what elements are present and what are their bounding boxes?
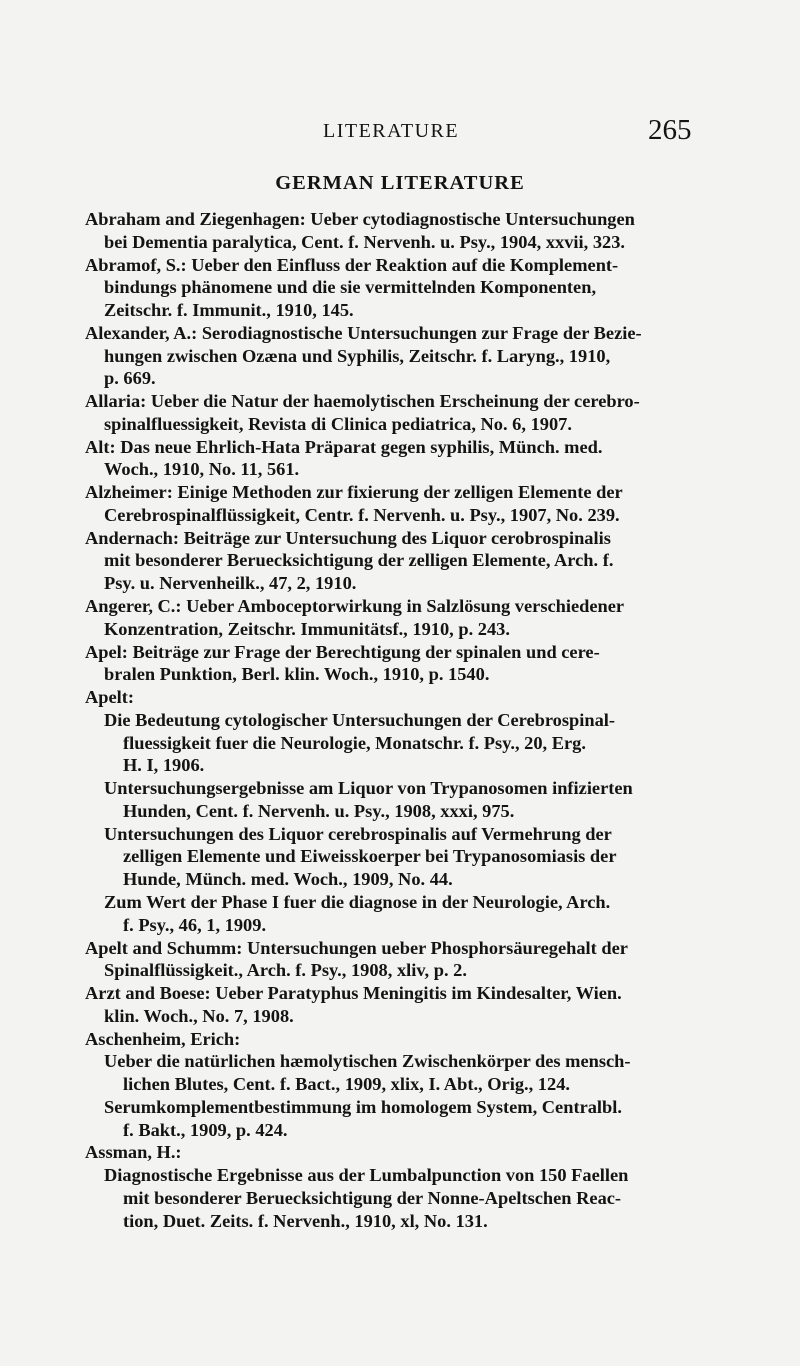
bibliography-continuation-line: zelligen Elemente und Eiweisskoerper bei Trypanosomiasis der	[123, 846, 617, 867]
bibliography-list	[85, 208, 725, 1232]
bibliography-continuation-line: Zum Wert der Phase I fuer die diagnose in der Neurologie, Arch.	[104, 891, 611, 912]
bibliography-continuation-line: klin. Woch., No. 7, 1908.	[104, 1005, 294, 1026]
bibliography-continuation-line: Spinalflüssigkeit., Arch. f. Psy., 1908, xliv, p. 2.	[104, 960, 467, 981]
bibliography-entry-line: Alzheimer: Einige Methoden zur fixierung der zelligen Elemente der	[85, 482, 623, 503]
bibliography-continuation-line: Die Bedeutung cytologischer Untersuchungen der Cerebrospinal-	[104, 709, 616, 730]
bibliography-continuation-line: p. 669.	[104, 368, 156, 389]
bibliography-entry-line: Alexander, A.: Serodiagnostische Untersuchungen zur Frage der Bezie-	[85, 322, 642, 343]
bibliography-continuation-line: bralen Punktion, Berl. klin. Woch., 1910, p. 1540.	[104, 664, 490, 685]
bibliography-continuation-line: Untersuchungen des Liquor cerebrospinalis auf Vermehrung der	[104, 823, 612, 844]
bibliography-entry-line: Arzt and Boese: Ueber Paratyphus Meningitis im Kindesalter, Wien.	[85, 983, 622, 1004]
bibliography-continuation-line: f. Psy., 46, 1, 1909.	[123, 914, 267, 935]
bibliography-continuation-line: Woch., 1910, No. 11, 561.	[104, 459, 300, 480]
bibliography-entry-line: Abraham and Ziegenhagen: Ueber cytodiagnostische Untersuchungen	[85, 209, 635, 229]
bibliography-continuation-line: lichen Blutes, Cent. f. Bact., 1909, xlix, I. Abt., Orig., 124.	[123, 1074, 570, 1095]
bibliography-entry-line: Andernach: Beiträge zur Untersuchung des Liquor cerobrospinalis	[85, 527, 611, 548]
bibliography-entry-line: Apelt and Schumm: Untersuchungen ueber Phosphorsäuregehalt der	[85, 937, 628, 958]
bibliography-continuation-line: Cerebrospinalflüssigkeit, Centr. f. Nervenh. u. Psy., 1907, No. 239.	[104, 504, 620, 525]
bibliography-entry-line: Aschenheim, Erich:	[85, 1028, 241, 1049]
bibliography-continuation-line: tion, Duet. Zeits. f. Nervenh., 1910, xl, No. 131.	[123, 1210, 488, 1231]
bibliography-continuation-line: Hunden, Cent. f. Nervenh. u. Psy., 1908, xxxi, 975.	[123, 800, 515, 821]
page-number: 265	[648, 114, 692, 146]
bibliography-entry-line: Angerer, C.: Ueber Amboceptorwirkung in Salzlösung verschiedener	[85, 596, 625, 617]
bibliography-entry-line: Alt: Das neue Ehrlich-Hata Präparat gegen syphilis, Münch. med.	[85, 436, 603, 457]
bibliography-continuation-line: fluessigkeit fuer die Neurologie, Monatschr. f. Psy., 20, Erg.	[123, 732, 586, 753]
bibliography-continuation-line: bindungs phänomene und die sie vermittelnden Komponenten,	[104, 277, 597, 298]
bibliography-continuation-line: Diagnostische Ergebnisse aus der Lumbalpunction von 150 Faellen	[104, 1165, 629, 1186]
running-head	[0, 114, 800, 154]
bibliography-entry-line: Apelt:	[85, 687, 135, 708]
bibliography-continuation-line: Zeitschr. f. Immunit., 1910, 145.	[104, 300, 354, 321]
bibliography-continuation-line: Serumkomplementbestimmung im homologem System, Centralbl.	[104, 1096, 622, 1117]
bibliography-entry-line: Allaria: Ueber die Natur der haemolytischen Erscheinung der cerebro-	[85, 391, 640, 412]
bibliography-continuation-line: Psy. u. Nervenheilk., 47, 2, 1910.	[104, 573, 357, 594]
running-title: LITERATURE	[323, 120, 460, 142]
bibliography-continuation-line: Hunde, Münch. med. Woch., 1909, No. 44.	[123, 869, 453, 890]
bibliography-continuation-line: mit besonderer Beruecksichtigung der zelligen Elemente, Arch. f.	[104, 550, 614, 571]
bibliography-continuation-line: hungen zwischen Ozæna und Syphilis, Zeitschr. f. Laryng., 1910,	[104, 345, 611, 366]
bibliography-entry-line: Assman, H.:	[85, 1142, 182, 1163]
bibliography-continuation-line: bei Dementia paralytica, Cent. f. Nervenh. u. Psy., 1904, xxvii, 323.	[104, 231, 626, 252]
bibliography-continuation-line: Ueber die natürlichen hæmolytischen Zwischenkörper des mensch-	[104, 1051, 631, 1072]
bibliography-continuation-line: spinalfluessigkeit, Revista di Clinica pediatrica, No. 6, 1907.	[104, 413, 572, 434]
bibliography-continuation-line: mit besonderer Beruecksichtigung der Nonne-Apeltschen Reac-	[123, 1187, 622, 1208]
bibliography-entry-line: Apel: Beiträge zur Frage der Berechtigung der spinalen und cere-	[85, 641, 600, 662]
bibliography-continuation-line: f. Bakt., 1909, p. 424.	[123, 1119, 288, 1140]
bibliography-entry-line: Abramof, S.: Ueber den Einfluss der Reaktion auf die Komplement-	[85, 254, 619, 275]
bibliography-continuation-line: H. I, 1906.	[123, 755, 205, 776]
section-heading: GERMAN LITERATURE	[275, 172, 525, 194]
bibliography-continuation-line: Konzentration, Zeitschr. Immunitätsf., 1910, p. 243.	[104, 618, 510, 639]
bibliography-continuation-line: Untersuchungsergebnisse am Liquor von Trypanosomen infizierten	[104, 778, 633, 799]
